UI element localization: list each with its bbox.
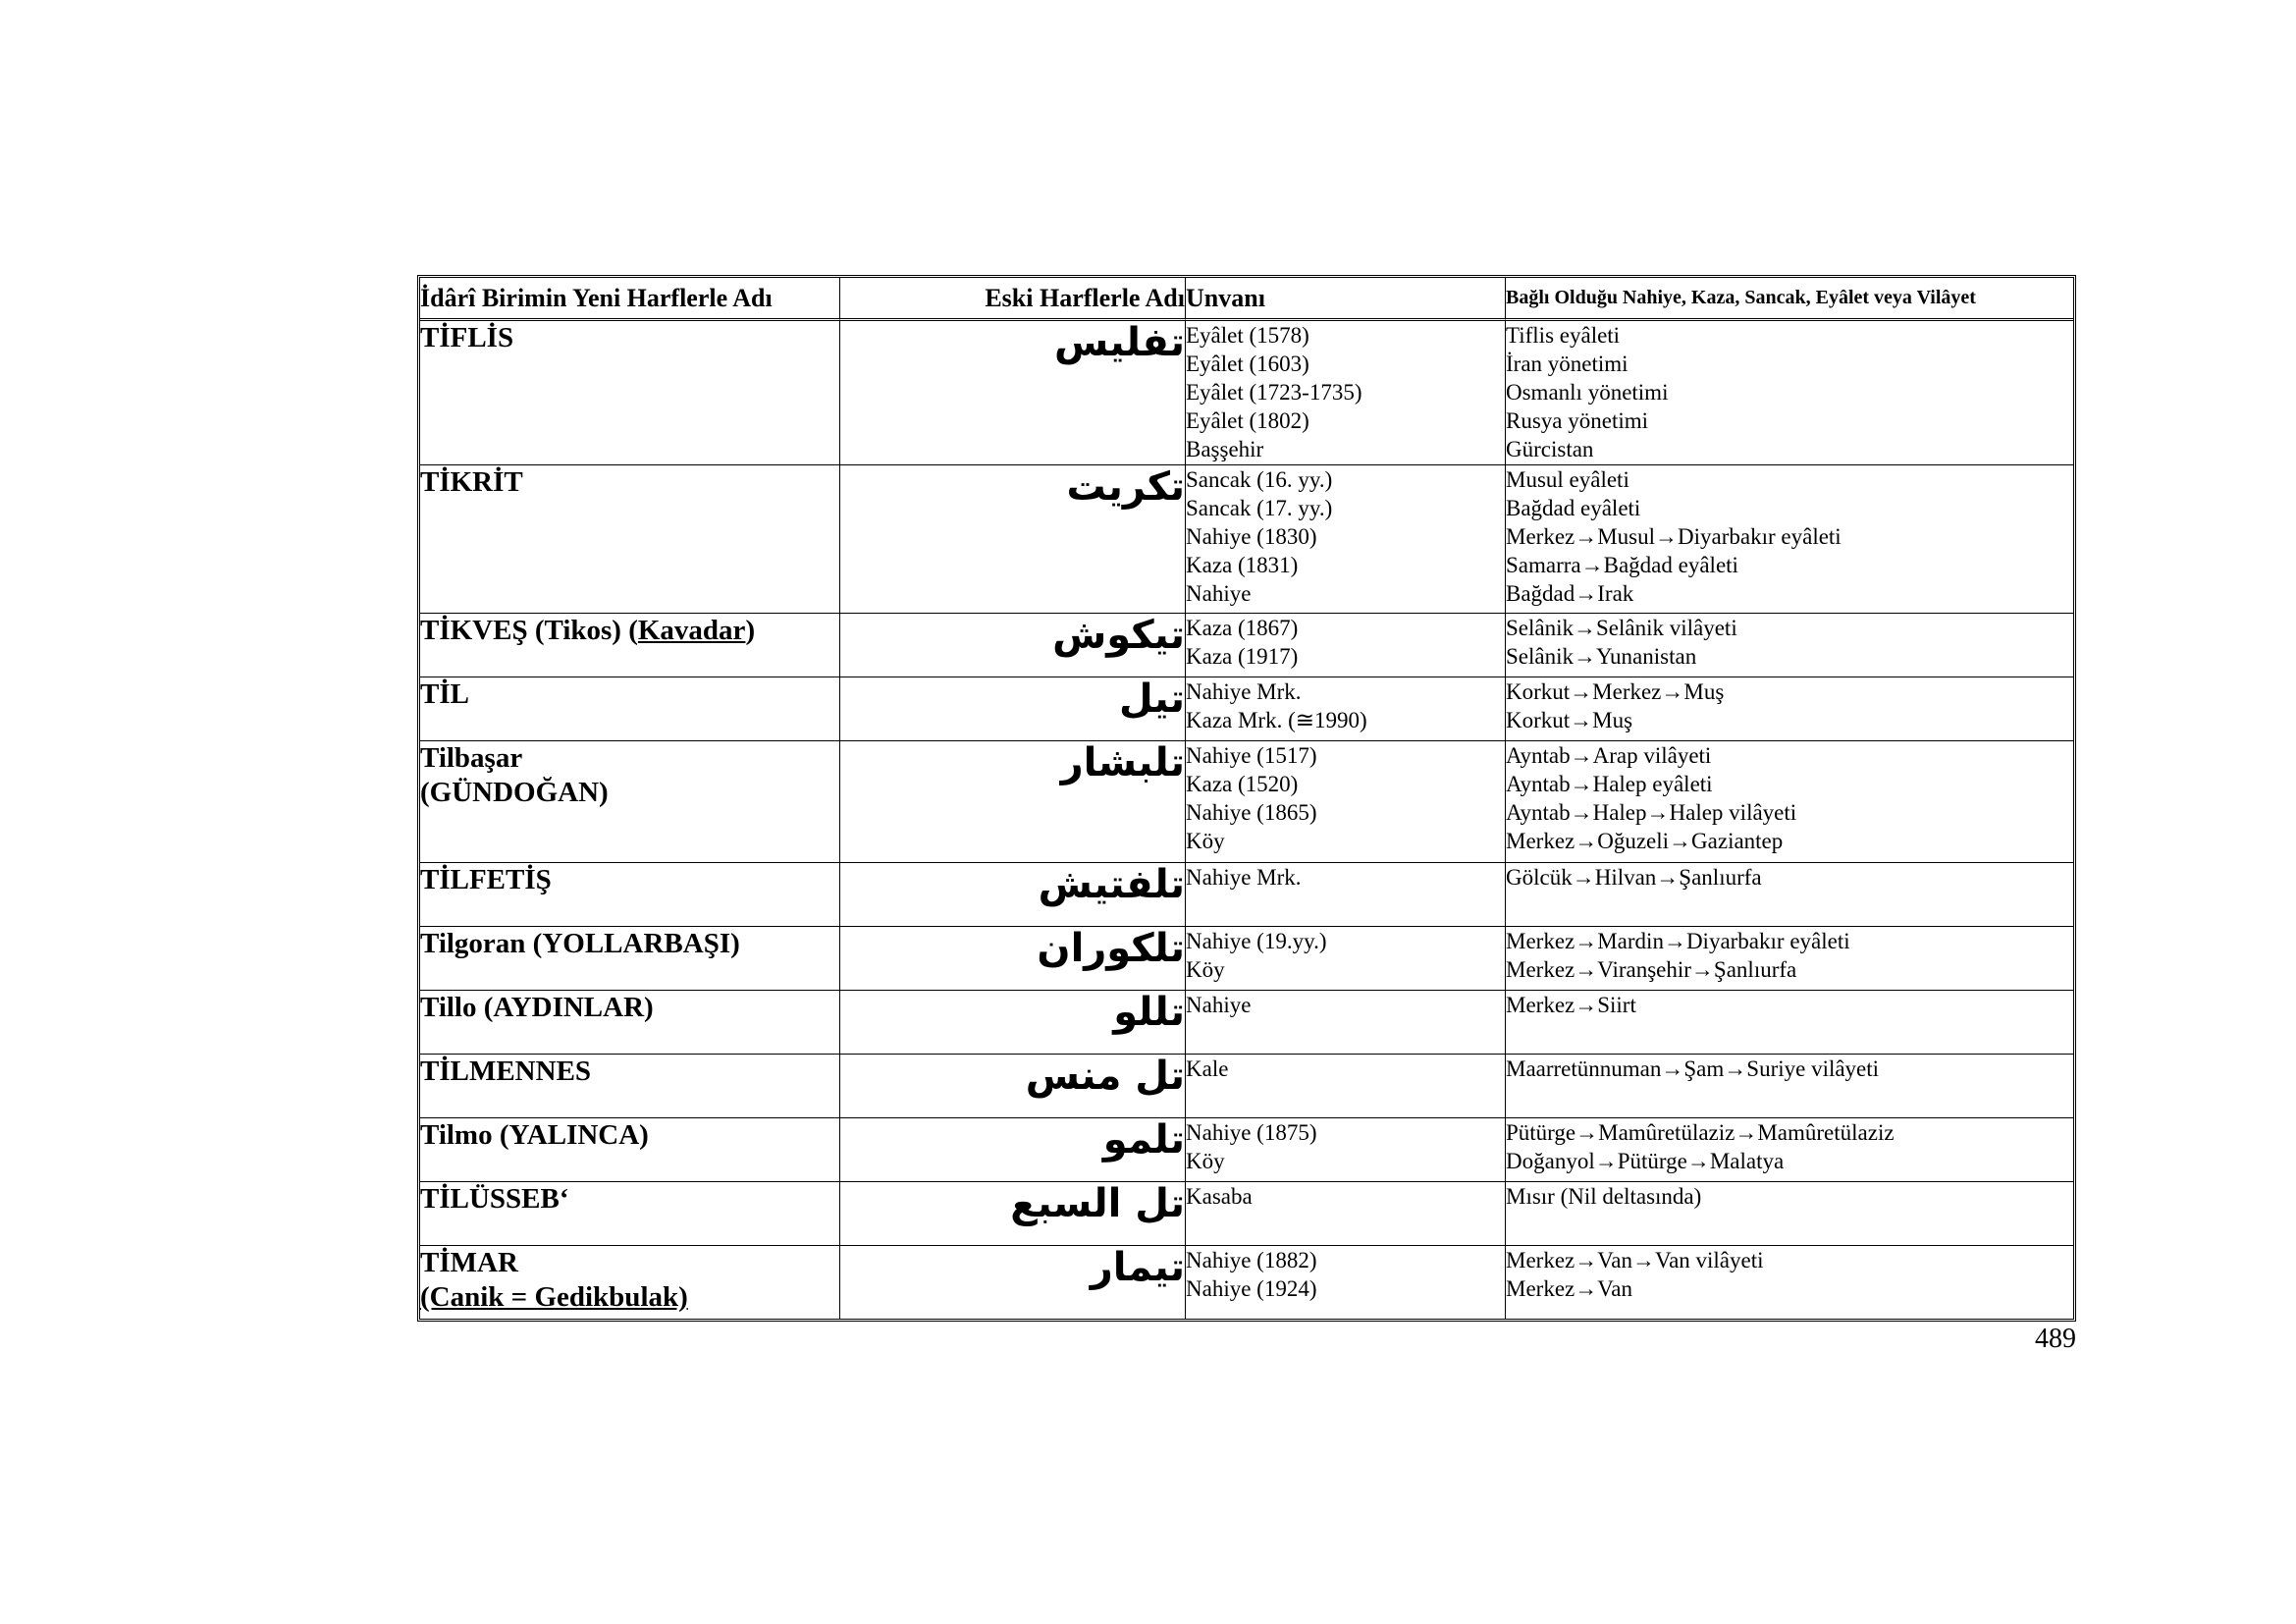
- arabic-name: تلفتيش: [1038, 862, 1185, 907]
- name-cell: [420, 1246, 840, 1319]
- unit-name-alias: Kavadar: [637, 615, 746, 646]
- old-name-cell: [840, 1055, 1186, 1118]
- affiliation-line: Tiflis eyâleti: [1506, 323, 1621, 348]
- affiliation-line: Merkez→Mardin→Diyarbakır eyâleti: [1506, 929, 1850, 953]
- affiliation-line: Pütürge→Mamûretülaziz→Mamûretülaziz: [1506, 1120, 1895, 1145]
- old-name-cell: [840, 741, 1186, 863]
- title-cell: [1186, 614, 1506, 677]
- old-name-cell: [840, 1246, 1186, 1319]
- table-row: [420, 741, 2073, 863]
- title-cell: [1186, 863, 1506, 927]
- title-line: Nahiye Mrk.: [1186, 679, 1302, 704]
- title-cell: [1186, 465, 1506, 614]
- title-line: Köy: [1186, 1149, 1225, 1173]
- title-line: Eyâlet (1578): [1186, 323, 1309, 348]
- title-line: Kaza (1520): [1186, 772, 1299, 796]
- affiliation-cell: [1506, 741, 2073, 863]
- title-cell: [1186, 991, 1506, 1055]
- old-name-cell: [840, 465, 1186, 614]
- title-cell: [1186, 1182, 1506, 1246]
- table-row: [420, 677, 2073, 741]
- header-affiliation: Bağlı Olduğu Nahiye, Kaza, Sancak, Eyâlet veya Vilâyet: [1506, 278, 2073, 321]
- affiliation-cell: [1506, 1055, 2073, 1118]
- name-cell: [420, 863, 840, 927]
- affiliation-line: Mısır (Nil deltasında): [1506, 1184, 1702, 1209]
- header-new-name: İdârî Birimin Yeni Harflerle Adı: [420, 278, 840, 321]
- arabic-name: تلمو: [1102, 1117, 1185, 1163]
- title-line: Eyâlet (1723-1735): [1186, 380, 1362, 405]
- arabic-name: تيل: [1118, 677, 1185, 722]
- table-row: [420, 1118, 2073, 1182]
- affiliation-cell: [1506, 614, 2073, 677]
- name-cell: [420, 465, 840, 614]
- old-name-cell: [840, 614, 1186, 677]
- title-line: Eyâlet (1603): [1186, 352, 1309, 376]
- affiliation-line: Doğanyol→Pütürge→Malatya: [1506, 1149, 1785, 1173]
- arabic-name: تل منس: [1025, 1054, 1185, 1099]
- title-line: Nahiye (1875): [1186, 1120, 1317, 1145]
- title-line: Köy: [1186, 957, 1225, 982]
- unit-name-prefix: TİKVEŞ (Tikos) (: [420, 615, 638, 646]
- unit-name: TİFLİS: [420, 322, 514, 353]
- affiliation-cell: [1506, 321, 2073, 465]
- affiliation-line: İran yönetimi: [1506, 352, 1629, 376]
- affiliation-cell: [1506, 465, 2073, 614]
- unit-name: [420, 614, 839, 648]
- affiliation-line: Ayntab→Halep→Halep vilâyeti: [1506, 800, 1797, 825]
- affiliation-line: Gürcistan: [1506, 437, 1594, 461]
- unit-name: Tilmo (YALINCA): [420, 1119, 649, 1151]
- unit-name: Tilbaşar: [420, 742, 523, 774]
- title-cell: [1186, 927, 1506, 991]
- title-cell: [1186, 321, 1506, 465]
- title-cell: [1186, 1055, 1506, 1118]
- unit-name: TİMAR: [420, 1247, 518, 1278]
- title-cell: [1186, 677, 1506, 741]
- title-line: Kasaba: [1186, 1184, 1253, 1209]
- title-line: Nahiye (1924): [1186, 1276, 1317, 1301]
- unit-name-modern: (GÜNDOĞAN): [420, 777, 609, 808]
- arabic-name: تيكوش: [1052, 613, 1185, 658]
- arabic-name: تلبشار: [1060, 740, 1185, 785]
- affiliation-line: Merkez→Oğuzeli→Gaziantep: [1506, 829, 1784, 853]
- affiliation-line: Korkut→Merkez→Muş: [1506, 679, 1725, 704]
- title-line: Nahiye (1865): [1186, 800, 1317, 825]
- affiliation-line: Samarra→Bağdad eyâleti: [1506, 553, 1738, 577]
- title-line: Nahiye (19.yy.): [1186, 929, 1327, 953]
- title-line: Başşehir: [1186, 437, 1264, 461]
- title-line: Nahiye (1882): [1186, 1248, 1317, 1272]
- title-line: Nahiye: [1186, 993, 1252, 1017]
- table-row: [420, 1055, 2073, 1118]
- unit-name: TİLFETİŞ: [420, 864, 552, 895]
- affiliation-cell: [1506, 863, 2073, 927]
- title-line: Kaza Mrk. (≅1990): [1186, 708, 1367, 732]
- name-cell: [420, 321, 840, 465]
- old-name-cell: [840, 1182, 1186, 1246]
- title-line: Sancak (16. yy.): [1186, 467, 1333, 492]
- affiliation-cell: [1506, 1118, 2073, 1182]
- gazetteer-table: [417, 275, 2076, 1322]
- name-cell: [420, 991, 840, 1055]
- affiliation-line: Osmanlı yönetimi: [1506, 380, 1669, 405]
- unit-name: TİLMENNES: [420, 1056, 592, 1087]
- table-row: [420, 863, 2073, 927]
- name-cell: [420, 677, 840, 741]
- unit-name-alias: (Canik = Gedikbulak): [420, 1281, 688, 1313]
- unit-name: TİL: [420, 678, 469, 710]
- affiliation-line: Musul eyâleti: [1506, 467, 1629, 492]
- header-title: Unvanı: [1186, 278, 1506, 321]
- title-line: Sancak (17. yy.): [1186, 496, 1333, 520]
- affiliation-line: Gölcük→Hilvan→Şanlıurfa: [1506, 865, 1762, 890]
- unit-name: Tilgoran (YOLLARBAŞI): [420, 928, 740, 959]
- title-line: Nahiye: [1186, 581, 1252, 606]
- table-row: [420, 927, 2073, 991]
- header-old-name: Eski Harflerle Adı: [840, 278, 1186, 321]
- affiliation-line: Selânik→Selânik vilâyeti: [1506, 616, 1737, 640]
- title-line: Nahiye Mrk.: [1186, 865, 1302, 890]
- name-cell: [420, 741, 840, 863]
- affiliation-line: Bağdad→Irak: [1506, 581, 1634, 606]
- title-line: Nahiye (1517): [1186, 743, 1317, 768]
- affiliation-line: Merkez→Viranşehir→Şanlıurfa: [1506, 957, 1797, 982]
- affiliation-cell: [1506, 677, 2073, 741]
- affiliation-line: Selânik→Yunanistan: [1506, 644, 1697, 669]
- affiliation-line: Korkut→Muş: [1506, 708, 1633, 732]
- affiliation-cell: [1506, 1246, 2073, 1319]
- old-name-cell: [840, 863, 1186, 927]
- affiliation-line: Ayntab→Arap vilâyeti: [1506, 743, 1712, 768]
- affiliation-cell: [1506, 991, 2073, 1055]
- arabic-name: تفليس: [1053, 320, 1185, 365]
- title-line: Kaza (1867): [1186, 616, 1299, 640]
- arabic-name: تكريت: [1066, 464, 1185, 510]
- affiliation-line: Rusya yönetimi: [1506, 408, 1649, 433]
- title-cell: [1186, 741, 1506, 863]
- name-cell: [420, 1182, 840, 1246]
- arabic-name: تيمار: [1090, 1245, 1185, 1290]
- affiliation-line: Merkez→Musul→Diyarbakır eyâleti: [1506, 524, 1842, 549]
- title-cell: [1186, 1118, 1506, 1182]
- old-name-cell: [840, 321, 1186, 465]
- title-cell: [1186, 1246, 1506, 1319]
- old-name-cell: [840, 927, 1186, 991]
- affiliation-line: Merkez→Siirt: [1506, 993, 1636, 1017]
- table-row: [420, 991, 2073, 1055]
- title-line: Kaza (1831): [1186, 553, 1299, 577]
- affiliation-line: Bağdad eyâleti: [1506, 496, 1641, 520]
- title-line: Nahiye (1830): [1186, 524, 1317, 549]
- title-line: Kaza (1917): [1186, 644, 1299, 669]
- arabic-name: تللو: [1113, 990, 1185, 1035]
- title-line: Kale: [1186, 1056, 1229, 1081]
- affiliation-line: Merkez→Van→Van vilâyeti: [1506, 1248, 1764, 1272]
- name-cell: [420, 1055, 840, 1118]
- unit-name: Tillo (AYDINLAR): [420, 992, 654, 1023]
- table-row: [420, 614, 2073, 677]
- title-line: Eyâlet (1802): [1186, 408, 1309, 433]
- affiliation-cell: [1506, 927, 2073, 991]
- table-row: [420, 321, 2073, 465]
- affiliation-line: Merkez→Van: [1506, 1276, 1633, 1301]
- table-row: [420, 465, 2073, 614]
- table-header-row: [420, 278, 2073, 321]
- table-row: [420, 1246, 2073, 1319]
- affiliation-line: Ayntab→Halep eyâleti: [1506, 772, 1713, 796]
- old-name-cell: [840, 1118, 1186, 1182]
- title-line: Köy: [1186, 829, 1225, 853]
- arabic-name: تلكوران: [1037, 926, 1185, 971]
- name-cell: [420, 927, 840, 991]
- unit-name: TİKRİT: [420, 466, 523, 498]
- arabic-name: تل السبع: [1010, 1181, 1185, 1226]
- unit-name-suffix: ): [745, 615, 756, 646]
- old-name-cell: [840, 677, 1186, 741]
- name-cell: [420, 614, 840, 677]
- affiliation-cell: [1506, 1182, 2073, 1246]
- unit-name: TİLÜSSEB‘: [420, 1183, 569, 1215]
- name-cell: [420, 1118, 840, 1182]
- affiliation-line: Maarretünnuman→Şam→Suriye vilâyeti: [1506, 1056, 1880, 1081]
- table-row: [420, 1182, 2073, 1246]
- old-name-cell: [840, 991, 1186, 1055]
- page-number: 489: [2035, 1324, 2076, 1354]
